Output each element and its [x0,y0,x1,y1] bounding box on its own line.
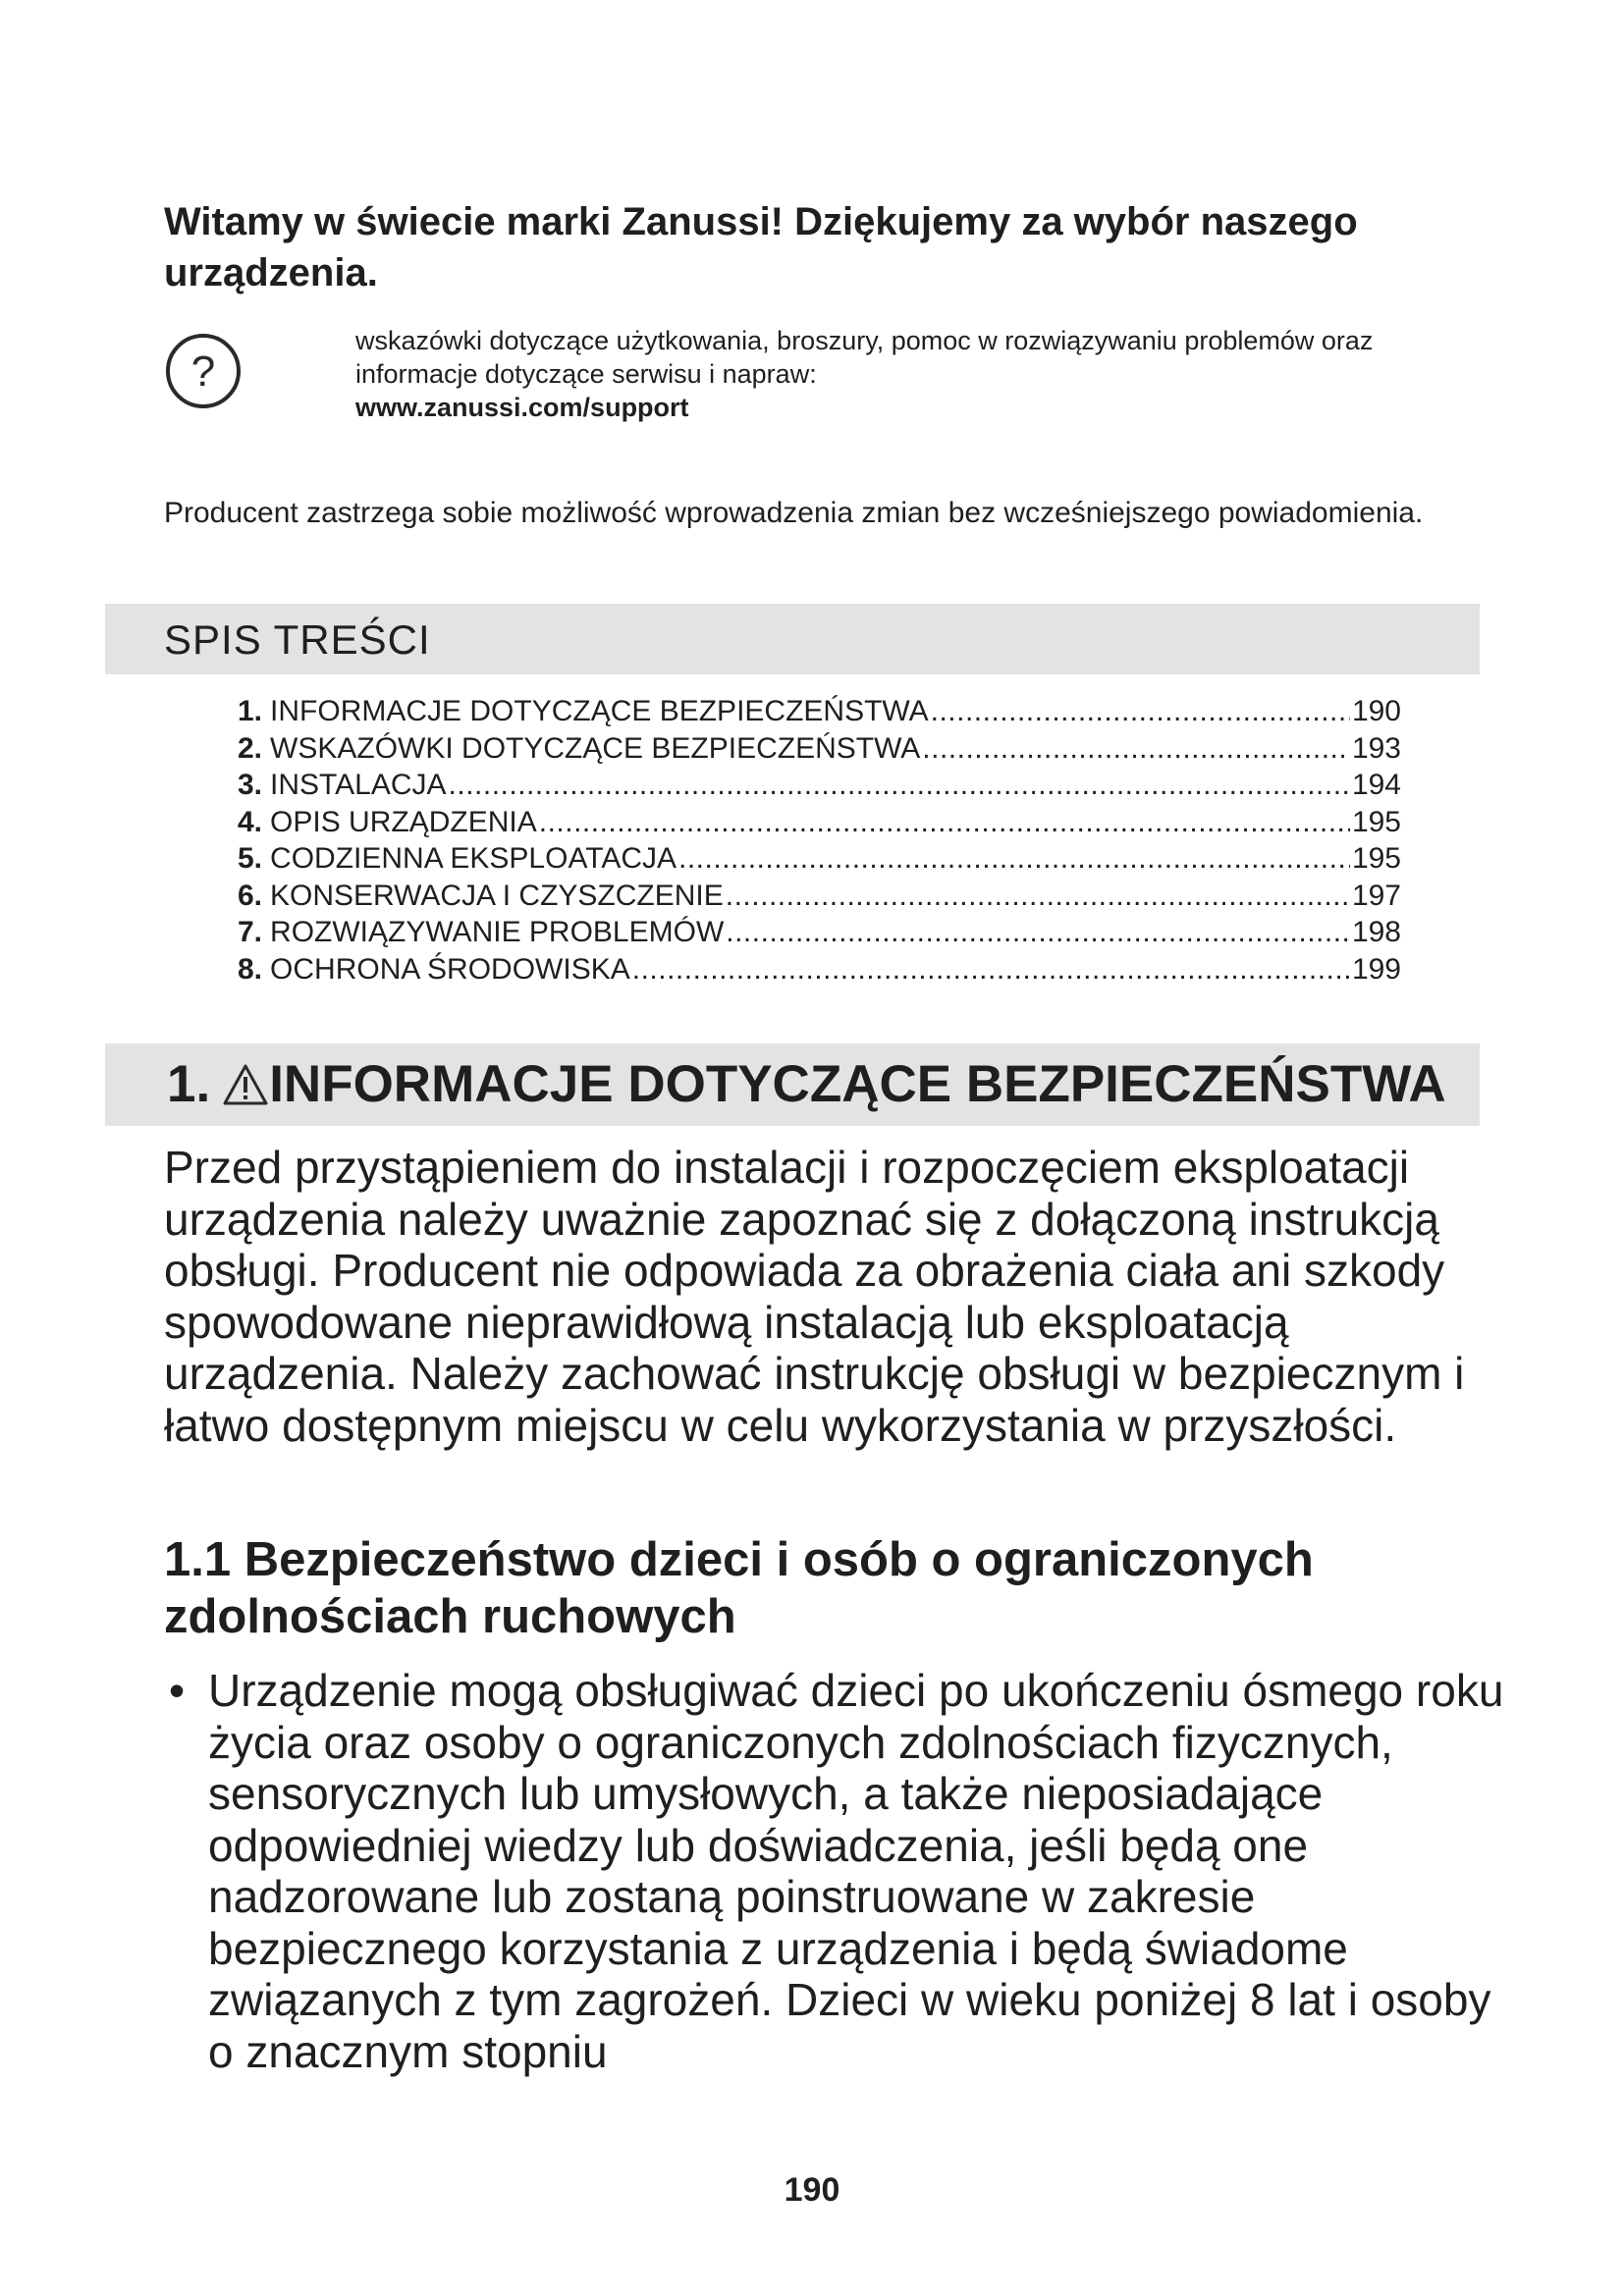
question-circle-icon [164,332,243,410]
support-info [164,324,1460,442]
toc-item[interactable]: 7. ROZWIĄZYWANIE PROBLEMÓW ..... 198 [238,914,1401,951]
svg-text:?: ? [190,347,216,396]
table-of-contents [238,693,1401,988]
support-url[interactable]: www.zanussi.com/support [355,393,689,422]
toc-item-page: 194 [1351,769,1401,801]
toc-item[interactable]: 1. INFORMACJE DOTYCZĄCE BEZPIECZEŃSTWA ..... 190 [238,693,1401,730]
toc-item-page: 199 [1351,952,1401,986]
toc-item-label: INFORMACJE DOTYCZĄCE BEZPIECZEŃSTWA [270,695,929,727]
toc-item-label: KONSERWACJA I CZYSZCZENIE [270,879,724,912]
toc-item[interactable]: 3. INSTALACJA ..... 194 [238,767,1401,804]
toc-item-page: 195 [1351,842,1401,875]
toc-title: SPIS TREŚCI [164,616,431,663]
toc-item-page: 195 [1351,805,1401,838]
toc-item-page: 197 [1351,879,1401,912]
section-intro: Przed przystąpieniem do instalacji i rozpoczęciem eksploatacji urządzenia należy uważnie zapoznać się z dołączoną instrukcją obsługi. Producent nie odpowiada za obrażenia ciała ani szkody spowodowane nieprawidłową instalacją lub eksploatacją urządzenia. Należy zachować instrukcję obsługi w bezpiecznym i łatwo dostępnym miejscu w celu wykorzystania w przyszłości. [164,1142,1465,1451]
welcome-title: Witamy w świecie marki Zanussi! Dziękujemy za wybór naszego urządzenia. [164,200,1358,294]
toc-item[interactable]: 4. OPIS URZĄDZENIA ..... 195 [238,804,1401,841]
toc-item-label: OCHRONA ŚRODOWISKA [270,952,630,986]
toc-item-label: WSKAZÓWKI DOTYCZĄCE BEZPIECZEŃSTWA [270,731,921,765]
section-title-text: INFORMACJE DOTYCZĄCE BEZPIECZEŃSTWA [269,1055,1446,1113]
toc-header [105,604,1480,674]
page-number: 190 [784,2171,840,2209]
support-description: wskazówki dotyczące użytkowania, broszury, pomoc w rozwiązywaniu problemów oraz informacje dotyczące serwisu i napraw: [355,326,1374,389]
support-text [355,324,1465,424]
section-number: 1. [167,1055,211,1113]
toc-item[interactable]: 8. OCHRONA ŚRODOWISKA ..... 199 [238,951,1401,988]
subsection-title: 1.1 Bezpieczeństwo dzieci i osób o ograniczonych zdolnościach ruchowych [164,1533,1314,1643]
toc-item[interactable]: 2. WSKAZÓWKI DOTYCZĄCE BEZPIECZEŃSTWA ..... 193 [238,730,1401,768]
toc-item-page: 193 [1351,731,1401,765]
toc-item-page: 190 [1351,695,1401,727]
warning-triangle-icon [222,1063,269,1106]
toc-item[interactable]: 5. CODZIENNA EKSPLOATACJA ..... 195 [238,840,1401,878]
section-header [105,1043,1480,1126]
toc-item-label: INSTALACJA [270,769,447,801]
toc-item[interactable]: 6. KONSERWACJA I CZYSZCZENIE ..... 197 [238,878,1401,915]
toc-item-label: OPIS URZĄDZENIA [270,805,537,838]
toc-item-label: ROZWIĄZYWANIE PROBLEMÓW [270,916,725,948]
bullet-item: • Urządzenie mogą obsługiwać dzieci po ukończeniu ósmego roku życia oraz osoby o ograniczonych zdolnościach fizycznych, sensorycznych lub umysłowych, a także nieposiadające odpowiedniej wiedzy lub doświadczenia, jeśli będą one nadzorowane lub zostaną poinstruowane w zakresie bezpiecznego korzystania z urządzenia i będą świadome związanych z tym zagrożeń. Dzieci w wieku poniżej 8 lat i osoby o znacznym stopniu [169,1665,1514,2077]
toc-item-label: CODZIENNA EKSPLOATACJA [270,842,677,875]
section-title [167,1053,1446,1116]
toc-item-page: 198 [1351,916,1401,948]
disclaimer: Producent zastrzega sobie możliwość wprowadzenia zmian bez wcześniejszego powiadomienia. [164,497,1424,529]
